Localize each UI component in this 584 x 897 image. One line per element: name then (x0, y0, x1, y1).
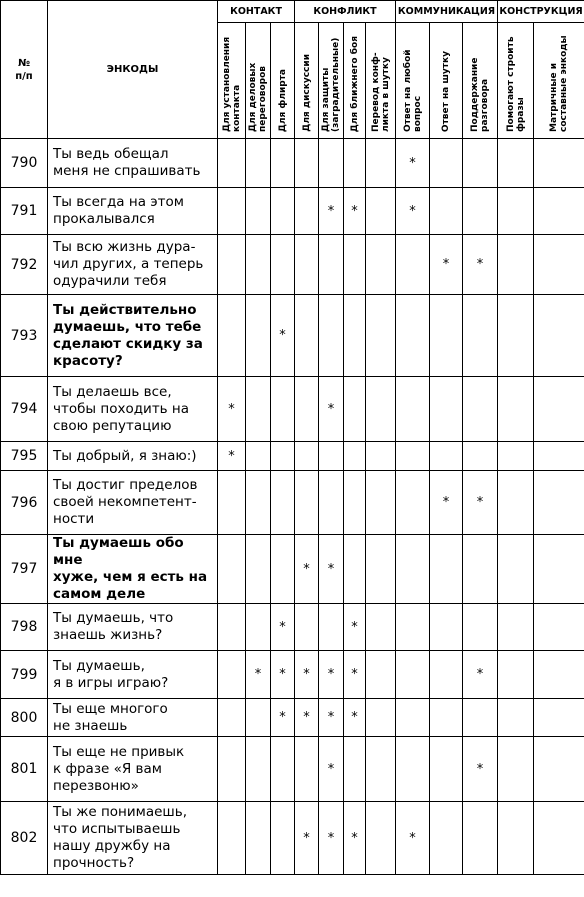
mark-cell (319, 139, 344, 188)
table-row (1, 604, 584, 651)
phrase-line: чтобы походить на (53, 400, 190, 417)
asterisk-mark: * (476, 667, 484, 682)
asterisk-mark: * (351, 830, 358, 846)
mark-cell (295, 188, 319, 235)
mark-cell (498, 442, 534, 471)
mark-cell (319, 235, 344, 295)
phrase-line: Ты всегда на этом (53, 194, 184, 210)
mark-cell (218, 604, 246, 651)
mark-cell (218, 737, 246, 802)
asterisk-mark: * (254, 667, 262, 682)
asterisk-mark: * (279, 619, 286, 635)
asterisk-mark: * (279, 667, 286, 682)
table-row (1, 471, 584, 535)
phrase-line: Ты делаешь все, (53, 383, 172, 400)
encode-phrase (48, 235, 218, 295)
mark-cell (319, 802, 344, 875)
mark-cell (463, 535, 498, 604)
column-header-label: Ответ на шутку (441, 50, 451, 132)
mark-cell (366, 235, 396, 295)
mark-cell (396, 651, 430, 699)
mark-cell (271, 604, 295, 651)
row-number: 791 (1, 188, 48, 235)
row-number: 802 (1, 802, 48, 875)
mark-cell (295, 139, 319, 188)
mark-cell (319, 442, 344, 471)
phrase-line: что испытываешь (53, 821, 181, 837)
mark-cell (498, 377, 534, 442)
mark-cell (366, 377, 396, 442)
mark-cell (534, 471, 584, 535)
mark-cell (498, 235, 534, 295)
phrase-line: Ты всю жизнь дура- (53, 239, 196, 255)
mark-cell (463, 377, 498, 442)
mark-cell (366, 737, 396, 802)
mark-cell (534, 699, 584, 737)
phrase-line: Ты ведь обещал (53, 146, 169, 162)
mark-cell (246, 139, 271, 188)
mark-cell (534, 235, 584, 295)
asterisk-mark: * (351, 619, 358, 635)
encode-phrase (48, 188, 218, 235)
mark-cell (344, 737, 366, 802)
mark-cell (498, 699, 534, 737)
encode-phrase (48, 651, 218, 699)
mark-cell (498, 139, 534, 188)
mark-cell (319, 535, 344, 604)
group-header: КОНФЛИКТ (295, 1, 396, 23)
mark-cell (396, 442, 430, 471)
phrase-line: перезвоню» (53, 777, 139, 794)
mark-cell (319, 737, 344, 802)
asterisk-mark: * (303, 561, 310, 577)
mark-cell (396, 471, 430, 535)
column-header-label: Для защиты (заградительные) (321, 37, 341, 132)
mark-cell (218, 699, 246, 737)
mark-cell (498, 802, 534, 875)
mark-cell (246, 471, 271, 535)
table-row (1, 377, 584, 442)
table-row (1, 651, 584, 699)
column-header (396, 23, 430, 139)
row-number: 798 (1, 604, 48, 651)
asterisk-mark: * (442, 495, 450, 510)
mark-cell (344, 377, 366, 442)
group-header-row (1, 1, 584, 23)
mark-cell (534, 802, 584, 875)
mark-cell (396, 235, 430, 295)
mark-cell (344, 604, 366, 651)
mark-cell (366, 295, 396, 377)
asterisk-mark: * (279, 710, 286, 725)
group-header: КОНСТРУКЦИЯ (498, 1, 584, 23)
mark-cell (319, 604, 344, 651)
mark-cell (498, 188, 534, 235)
phrase-line: Ты еще не привык (53, 743, 185, 760)
asterisk-mark: * (351, 710, 358, 725)
mark-cell (246, 535, 271, 604)
mark-cell (498, 535, 534, 604)
table-row (1, 699, 584, 737)
mark-cell (319, 699, 344, 737)
asterisk-mark: * (409, 830, 416, 846)
column-header (218, 23, 246, 139)
mark-cell (534, 651, 584, 699)
row-number: 792 (1, 235, 48, 295)
mark-cell (246, 802, 271, 875)
mark-cell (295, 442, 319, 471)
mark-cell (498, 737, 534, 802)
row-number: 796 (1, 471, 48, 535)
mark-cell (430, 802, 463, 875)
mark-cell (430, 295, 463, 377)
phrase-line: Ты достиг пределов (53, 477, 198, 493)
asterisk-mark: * (228, 448, 235, 464)
encode-phrase (48, 377, 218, 442)
column-header-label: Перевод конф-ликта в шутку (370, 52, 391, 132)
mark-cell (271, 442, 295, 471)
row-number: 797 (1, 535, 48, 604)
mark-cell (463, 295, 498, 377)
mark-cell (463, 139, 498, 188)
mark-cell (463, 651, 498, 699)
mark-cell (295, 651, 319, 699)
table-row (1, 188, 584, 235)
asterisk-mark: * (409, 203, 416, 219)
mark-cell (366, 604, 396, 651)
mark-cell (344, 139, 366, 188)
number-column-header (1, 1, 48, 139)
mark-cell (295, 737, 319, 802)
mark-cell (271, 471, 295, 535)
mark-cell (344, 188, 366, 235)
group-header: КОММУНИКАЦИЯ (396, 1, 498, 23)
asterisk-mark: * (476, 761, 484, 777)
mark-cell (295, 699, 319, 737)
group-header: КОНТАКТ (218, 1, 295, 23)
asterisk-mark: * (228, 401, 235, 417)
mark-cell (218, 139, 246, 188)
table-row (1, 737, 584, 802)
phrase-line: одурачили тебя (53, 273, 167, 289)
mark-cell (396, 139, 430, 188)
mark-cell (396, 737, 430, 802)
phrase-line: меня не спрашивать (53, 163, 201, 179)
column-header-label: Матричные и составные энкоды (549, 35, 570, 132)
mark-cell (430, 471, 463, 535)
mark-cell (319, 295, 344, 377)
mark-cell (430, 188, 463, 235)
mark-cell (344, 535, 366, 604)
mark-cell (271, 802, 295, 875)
column-header (344, 23, 366, 139)
row-number: 790 (1, 139, 48, 188)
mark-cell (271, 535, 295, 604)
encode-phrase (48, 295, 218, 377)
mark-cell (319, 188, 344, 235)
mark-cell (396, 604, 430, 651)
mark-cell (218, 188, 246, 235)
mark-cell (498, 295, 534, 377)
phrase-line: прокалывался (53, 211, 155, 227)
mark-cell (430, 737, 463, 802)
mark-cell (271, 139, 295, 188)
mark-cell (246, 235, 271, 295)
asterisk-mark: * (476, 257, 484, 272)
phrase-line: знаешь жизнь? (53, 627, 163, 643)
phrase-line: ности (53, 511, 95, 527)
phrase-line: нашу дружбу на (53, 838, 171, 854)
mark-cell (246, 377, 271, 442)
mark-cell (463, 604, 498, 651)
table-row (1, 535, 584, 604)
encode-phrase (48, 442, 218, 471)
row-number: 793 (1, 295, 48, 377)
phrase-line: своей некомпетент- (53, 494, 197, 510)
mark-cell (218, 235, 246, 295)
column-header (295, 23, 319, 139)
mark-cell (430, 235, 463, 295)
table-row (1, 139, 584, 188)
mark-cell (295, 604, 319, 651)
mark-cell (498, 471, 534, 535)
asterisk-mark: * (351, 667, 358, 682)
encodes-column-header: ЭНКОДЫ (48, 1, 218, 139)
column-header (271, 23, 295, 139)
phrase-line: я в игры играю? (53, 674, 169, 691)
mark-cell (396, 188, 430, 235)
column-header (246, 23, 271, 139)
mark-cell (396, 535, 430, 604)
mark-cell (430, 377, 463, 442)
mark-cell (534, 604, 584, 651)
table-row (1, 442, 584, 471)
mark-cell (534, 442, 584, 471)
mark-cell (463, 235, 498, 295)
mark-cell (271, 188, 295, 235)
encode-phrase (48, 604, 218, 651)
phrase-line: красоту? (53, 352, 123, 369)
mark-cell (218, 442, 246, 471)
mark-cell (218, 377, 246, 442)
phrase-line: Ты думаешь обо мне (53, 535, 184, 568)
mark-cell (218, 802, 246, 875)
phrase-line: Ты еще многого (53, 700, 168, 717)
mark-cell (463, 471, 498, 535)
column-header (498, 23, 534, 139)
asterisk-mark: * (303, 667, 310, 682)
asterisk-mark: * (327, 761, 335, 777)
mark-cell (295, 295, 319, 377)
mark-cell (430, 535, 463, 604)
asterisk-mark: * (327, 401, 335, 417)
asterisk-mark: * (327, 561, 335, 577)
mark-cell (430, 651, 463, 699)
encode-phrase (48, 535, 218, 604)
mark-cell (295, 535, 319, 604)
mark-cell (218, 535, 246, 604)
column-header-label: Для деловых переговоров (248, 62, 268, 132)
column-header (319, 23, 344, 139)
asterisk-mark: * (476, 495, 484, 510)
mark-cell (344, 471, 366, 535)
phrase-line: прочность? (53, 855, 135, 871)
mark-cell (246, 699, 271, 737)
mark-cell (430, 604, 463, 651)
phrase-line: сделают скидку за (53, 335, 203, 352)
mark-cell (396, 377, 430, 442)
mark-cell (218, 651, 246, 699)
column-header-label: Ответ на любой вопрос (402, 49, 423, 132)
row-number: 801 (1, 737, 48, 802)
phrase-line: Ты думаешь, что (53, 610, 174, 626)
mark-cell (271, 651, 295, 699)
asterisk-mark: * (409, 155, 416, 171)
mark-cell (366, 699, 396, 737)
mark-cell (344, 295, 366, 377)
phrase-line: Ты думаешь, (53, 657, 145, 674)
row-number: 795 (1, 442, 48, 471)
mark-cell (430, 139, 463, 188)
mark-cell (430, 442, 463, 471)
mark-cell (319, 471, 344, 535)
table-row (1, 802, 584, 875)
column-header-label: Поддержание разговора (470, 57, 490, 132)
encode-phrase (48, 802, 218, 875)
mark-cell (295, 471, 319, 535)
mark-cell (396, 295, 430, 377)
mark-cell (271, 235, 295, 295)
column-header (366, 23, 396, 139)
mark-cell (463, 737, 498, 802)
encode-phrase (48, 139, 218, 188)
table-row (1, 295, 584, 377)
mark-cell (396, 699, 430, 737)
mark-cell (344, 699, 366, 737)
phrase-line: хуже, чем я есть на (53, 569, 208, 585)
mark-cell (534, 188, 584, 235)
mark-cell (295, 235, 319, 295)
mark-cell (344, 802, 366, 875)
column-header-label: Для установления контакта (221, 36, 242, 132)
mark-cell (366, 471, 396, 535)
mark-cell (344, 442, 366, 471)
mark-cell (463, 442, 498, 471)
mark-cell (534, 295, 584, 377)
mark-cell (534, 139, 584, 188)
mark-cell (366, 651, 396, 699)
encode-phrase (48, 471, 218, 535)
asterisk-mark: * (351, 203, 358, 219)
row-number: 800 (1, 699, 48, 737)
asterisk-mark: * (327, 710, 335, 725)
phrase-line: к фразе «Я вам (53, 760, 162, 777)
number-header-line2: п/п (15, 70, 33, 82)
mark-cell (498, 651, 534, 699)
phrase-line: Ты же понимаешь, (53, 804, 188, 820)
mark-cell (396, 802, 430, 875)
asterisk-mark: * (327, 203, 335, 219)
mark-cell (319, 377, 344, 442)
encode-phrase (48, 737, 218, 802)
phrase-line: самом деле (53, 586, 146, 602)
mark-cell (463, 188, 498, 235)
mark-cell (271, 699, 295, 737)
asterisk-mark: * (442, 257, 450, 272)
mark-cell (246, 737, 271, 802)
phrase-line: Ты добрый, я знаю:) (53, 447, 197, 464)
mark-cell (366, 535, 396, 604)
table-body (1, 139, 584, 875)
phrase-line: чил других, а теперь (53, 256, 204, 272)
column-header-label: Для дискуссии (301, 54, 312, 132)
mark-cell (534, 377, 584, 442)
mark-cell (246, 604, 271, 651)
phrase-line: свою репутацию (53, 417, 172, 434)
mark-cell (366, 442, 396, 471)
mark-cell (218, 471, 246, 535)
column-header (463, 23, 498, 139)
number-header-line1: № (17, 57, 31, 69)
column-header (534, 23, 584, 139)
mark-cell (271, 737, 295, 802)
mark-cell (430, 699, 463, 737)
mark-cell (218, 295, 246, 377)
asterisk-mark: * (327, 830, 335, 846)
mark-cell (463, 802, 498, 875)
asterisk-mark: * (279, 328, 286, 343)
phrase-line: не знаешь (53, 717, 128, 734)
mark-cell (246, 651, 271, 699)
mark-cell (366, 139, 396, 188)
asterisk-mark: * (327, 667, 335, 682)
mark-cell (366, 188, 396, 235)
row-number: 794 (1, 377, 48, 442)
column-header (430, 23, 463, 139)
mark-cell (534, 535, 584, 604)
column-header-label: Для флирта (277, 68, 288, 132)
mark-cell (271, 295, 295, 377)
column-header-label: Для ближнего боя (349, 35, 360, 132)
mark-cell (498, 604, 534, 651)
mark-cell (246, 295, 271, 377)
mark-cell (463, 699, 498, 737)
encode-phrase (48, 699, 218, 737)
mark-cell (271, 377, 295, 442)
mark-cell (344, 235, 366, 295)
mark-cell (366, 802, 396, 875)
mark-cell (246, 442, 271, 471)
phrase-line: Ты действительно (53, 301, 197, 318)
asterisk-mark: * (303, 710, 310, 725)
row-number: 799 (1, 651, 48, 699)
mark-cell (319, 651, 344, 699)
column-header-label: Помогают строить фразы (505, 36, 526, 132)
phrase-line: думаешь, что тебе (53, 318, 202, 335)
mark-cell (295, 377, 319, 442)
mark-cell (246, 188, 271, 235)
table-row (1, 235, 584, 295)
asterisk-mark: * (303, 830, 310, 846)
mark-cell (534, 737, 584, 802)
mark-cell (295, 802, 319, 875)
mark-cell (344, 651, 366, 699)
